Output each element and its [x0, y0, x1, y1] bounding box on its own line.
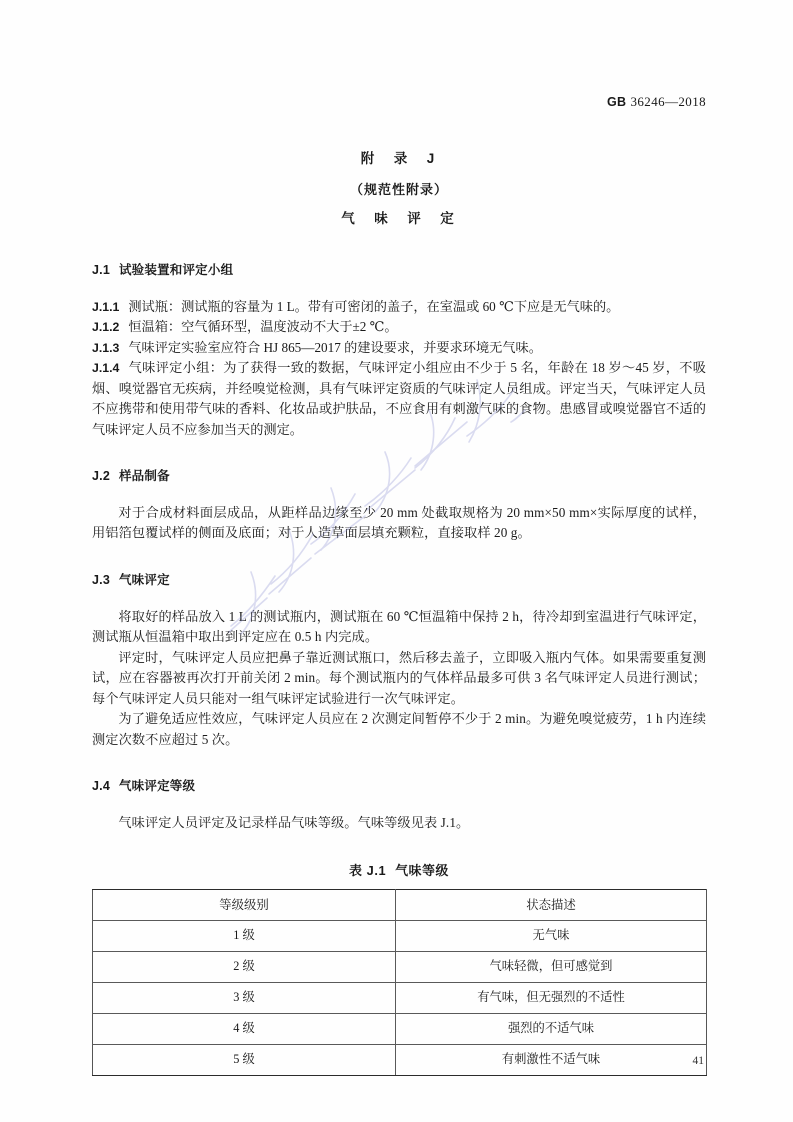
item-number-j1-1: J.1.1 [92, 299, 120, 314]
cell-description: 无气味 [396, 921, 707, 952]
cell-description: 有刺激性不适气味 [396, 1045, 707, 1076]
item-number-j1-2: J.1.2 [92, 320, 120, 335]
cell-grade: 3 级 [93, 983, 396, 1014]
spacer [92, 486, 706, 503]
clause-title-j2: 样品制备 [118, 469, 170, 484]
clause-title-j3: 气味评定 [118, 572, 170, 587]
table-row [93, 921, 707, 952]
spacer [92, 544, 706, 571]
paragraph-j3-2: 评定时，气味评定人员应把鼻子靠近测试瓶口，然后移去盖子，立即吸入瓶内气体。如果需要重复测试，应在容器被再次打开前关闭 2 min。每个测试瓶内的气体样品最多可供 3 名气味评定人员进行测试；每个气味评定人员只能对一组气味评定试验进行一次气味评定。 [92, 649, 706, 706]
clause-title-j1: 试验装置和评定小组 [118, 262, 234, 277]
item-number-j1-3: J.1.3 [92, 340, 120, 355]
table-row [93, 1014, 707, 1045]
clause-heading-j1 [92, 261, 706, 280]
item-j1-3 [92, 338, 706, 359]
spacer [92, 280, 706, 297]
item-text-j1-3: 气味评定实验室应符合 HJ 865—2017 的建设要求，并要求环境无气味。 [128, 339, 542, 355]
column-header-description: 状态描述 [396, 890, 707, 921]
item-text-j1-1: 测试瓶：测试瓶的容量为 1 L。带有可密闭的盖子，在室温或 60 ℃下应是无气味的。 [128, 298, 620, 314]
cell-grade: 1 级 [93, 921, 396, 952]
annex-title: 附 录 J [360, 151, 438, 166]
odor-grade-table [92, 889, 707, 1076]
page-content [92, 150, 706, 1076]
clause-title-j4: 气味评定等级 [118, 779, 196, 794]
cell-grade: 5 级 [93, 1045, 396, 1076]
table-row [93, 952, 707, 983]
item-number-j1-4: J.1.4 [92, 361, 120, 376]
table-caption-label: 表 J.1 [349, 863, 387, 879]
cell-grade: 2 级 [93, 952, 396, 983]
table-row [93, 1045, 707, 1076]
spacer [92, 440, 706, 467]
paragraph-j4-1: 气味评定人员评定及记录样品气味等级。气味等级见表 J.1。 [118, 814, 470, 830]
clause-number-j3: J.3 [92, 572, 110, 587]
paragraph-j2-1: 对于合成材料面层成品，从距样品边缘至少 20 mm 处截取规格为 20 mm×50 mm×实际厚度的试样，用铝箔包覆试样的侧面及底面；对于人造草面层填充颗粒，直接取样 20 g。 [92, 504, 706, 541]
table-row [93, 983, 707, 1014]
page-number: 41 [692, 1055, 704, 1067]
cell-description: 气味轻微，但可感觉到 [396, 952, 707, 983]
item-text-j1-2: 恒温箱：空气循环型，温度波动不大于±2 ℃。 [128, 319, 398, 335]
cell-grade: 4 级 [93, 1014, 396, 1045]
item-j1-1 [92, 297, 706, 318]
clause-heading-j4 [92, 777, 706, 796]
standard-number: 36246—2018 [630, 94, 706, 109]
annex-subtitle: （规范性附录） [349, 181, 448, 197]
cell-description: 有气味，但无强烈的不适性 [396, 983, 707, 1014]
paragraph-j3-1: 将取好的样品放入 1 L 的测试瓶内，测试瓶在 60 ℃恒温箱中保持 2 h，待冷却到室温进行气味评定，测试瓶从恒温箱中取出到评定应在 0.5 h 内完成。 [92, 608, 706, 645]
table-header-row [93, 890, 707, 921]
item-j1-2 [92, 317, 706, 338]
table-caption-title: 气味等级 [395, 863, 449, 879]
paragraph-j3-3: 为了避免适应性效应，气味评定人员应在 2 次测定间暂停不少于 2 min。为避免嗅觉疲劳，1 h 内连续测定次数不应超过 5 次。 [92, 711, 706, 747]
clause-number-j4: J.4 [92, 779, 110, 794]
spacer [92, 750, 706, 777]
table-caption [92, 860, 706, 879]
annex-name: 气 味 评 定 [341, 211, 457, 227]
spacer [92, 833, 706, 860]
cell-description: 强烈的不适气味 [396, 1014, 707, 1045]
running-header [607, 94, 706, 110]
item-j1-4 [92, 358, 706, 440]
standard-prefix: GB [606, 95, 627, 109]
clause-heading-j3 [92, 571, 706, 590]
clause-number-j1: J.1 [92, 262, 110, 277]
spacer [92, 590, 706, 607]
spacer [92, 796, 706, 813]
column-header-grade: 等级级别 [93, 890, 396, 921]
clause-number-j2: J.2 [92, 469, 110, 484]
clause-heading-j2 [92, 467, 706, 486]
item-text-j1-4: 气味评定小组：为了获得一致的数据，气味评定小组应由不少于 5 名，年龄在 18 岁～45 岁，不吸烟、嗅觉器官无疾病，并经嗅觉检测，具有气味评定资质的气味评定人员组成。评定当天，气味评定人员不应携带和使用带气味的香料、化妆品或护肤品，不应食用有刺激气味的食物。患感冒或嗅觉器官不适的气味评定人员不应参加当天的测定。 [92, 360, 706, 437]
spacer [92, 229, 706, 261]
